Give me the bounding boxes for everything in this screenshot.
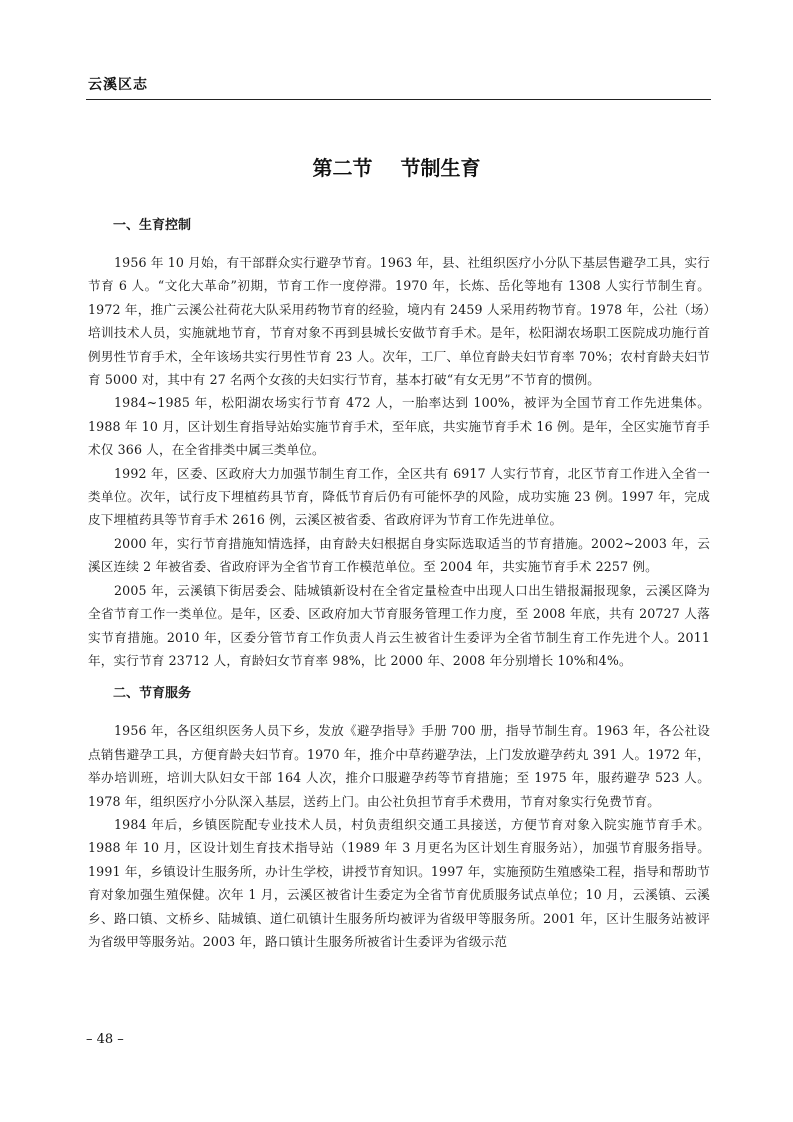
paragraph: 1984~1985 年，松阳湖农场实行节育 472 人，一胎率达到 100%，被评为全国节育工作先进集体。1988 年 10 月，区计划生育指导站始实施节育手术，至年底，共实施节育手术 16 例。是年，全区实施节育手术仅 366 人，在全省排类中属三类单位。: [88, 395, 710, 458]
paragraph: 1984 年后，乡镇医院配专业技术人员，村负责组织交通工具接送，方便节育对象入院实施节育手术。1988 年 10 月，区设计划生育技术指导站（1989 年 3 月更名为区计划生育服务站），加强节育服务指导。1991 年，乡镇设计生服务所，办计生学校，讲授节育知识。1997 年，实施预防生殖感染工程，指导和帮助节育对象加强生殖保健。次年 1 月，云溪区被省计生委定为全省节育优质服务试点单位；10 月，云溪镇、云溪乡、路口镇、文桥乡、陆城镇、道仁矶镇计生服务所均被评为省级甲等服务所。2001 年，区计生服务站被评为省级甲等服务站。2003 年，路口镇计生服务所被省计生委评为省级示范: [88, 816, 710, 949]
section-number: 第二节: [312, 156, 373, 180]
subsection-heading-birth-control-services: 二、节育服务: [113, 686, 192, 702]
paragraph: 1956 年，各区组织医务人员下乡，发放《避孕指导》手册 700 册，指导节制生育。1963 年，各公社设点销售避孕工具，方便育龄夫妇节育。1970 年，推介中草药避孕法，上门发放避孕药丸 391 人。1972 年，举办培训班，培训大队妇女干部 164 人次，推介口服避孕药等节育措施；至 1975 年，服药避孕 523 人。1978 年，组织医疗小分队深入基层，送药上门。由公社负担节育手术费用，节育对象实行免费节育。: [88, 723, 710, 809]
header-divider: [86, 99, 711, 100]
paragraph: 1992 年，区委、区政府大力加强节制生育工作，全区共有 6917 人实行节育，北区节育工作进入全省一类单位。次年，试行皮下埋植药具节育，降低节育后仍有可能怀孕的风险，成功实施 23 例。1997 年，完成皮下埋植药具等节育手术 2616 例，云溪区被省委、省政府评为节育工作先进单位。: [88, 465, 710, 528]
paragraph: 1956 年 10 月始，有干部群众实行避孕节育。1963 年，县、社组织医疗小分队下基层售避孕工具，实行节育 6 人。“文化大革命”初期，节育工作一度停滞。1970 年，长炼、岳化等地有 1308 人实行节制生育。1972 年，推广云溪公社荷花大队采用药物节育的经验，境内有 2459 人采用药物节育。1978 年，公社（场）培训技术人员，实施就地节育，节育对象不再到县城长安做节育手术。是年，松阳湖农场职工医院成功施行首例男性节育手术，全年该场共实行男性节育 23 人。次年，工厂、单位育龄夫妇节育率 70%；农村育龄夫妇节育 5000 对，其中有 27 名两个女孩的夫妇实行节育，基本打破“有女无男”不节育的惯例。: [88, 255, 710, 388]
running-head-title: 云溪区志: [88, 77, 148, 93]
subsection-heading-birth-control: 一、生育控制: [113, 218, 192, 233]
paragraph: 2000 年，实行节育措施知情选择，由育龄夫妇根据自身实际选取适当的节育措施。2002~2003 年，云溪区连续 2 年被省委、省政府评为全省节育工作模范单位。至 2004 年，共实施节育手术 2257 例。: [88, 535, 710, 575]
page-number: – 48 –: [86, 1032, 124, 1047]
paragraph: 2005 年，云溪镇下街居委会、陆城镇新设村在全省定量检查中出现人口出生错报漏报现象，云溪区降为全省节育工作一类单位。是年，区委、区政府加大节育服务管理工作力度，至 2008 年底，共有 20727 人落实节育措施。2010 年，区委分管节育工作负责人肖云生被省计生委评为全省节制生育工作先进个人。2011 年，实行节育 23712 人，育龄妇女节育率 98%，比 2000 年、2008 年分别增长 10%和4%。: [88, 582, 710, 668]
section-title: [0, 152, 793, 181]
body-text: [88, 216, 710, 953]
section-name: 节制生育: [400, 156, 481, 180]
